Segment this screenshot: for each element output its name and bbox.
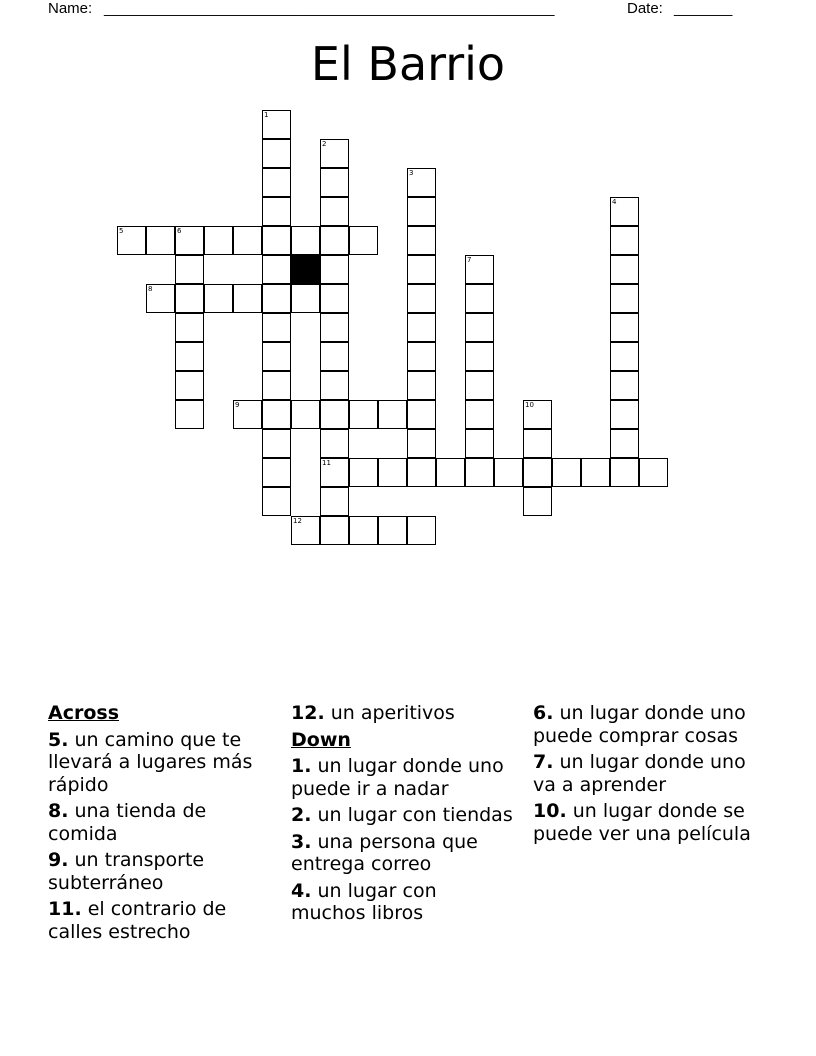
grid-cell[interactable] xyxy=(204,284,233,313)
grid-cell[interactable] xyxy=(175,284,204,313)
clue-down-1 xyxy=(291,755,516,800)
grid-cell[interactable] xyxy=(262,168,291,197)
grid-cell[interactable] xyxy=(494,458,523,487)
cell-number: 10 xyxy=(525,401,534,409)
grid-cell[interactable] xyxy=(465,342,494,371)
clue-number: 10. xyxy=(533,800,567,822)
grid-cell[interactable] xyxy=(407,516,436,545)
grid-cell[interactable] xyxy=(407,168,436,197)
cell-number: 5 xyxy=(119,227,124,235)
grid-cell[interactable] xyxy=(378,400,407,429)
grid-cell[interactable] xyxy=(262,342,291,371)
grid-cell[interactable] xyxy=(407,458,436,487)
grid-cell[interactable] xyxy=(262,458,291,487)
grid-cell[interactable] xyxy=(262,284,291,313)
clue-text: un lugar con muchos libros xyxy=(291,879,437,924)
grid-cell[interactable] xyxy=(146,284,175,313)
grid-cell[interactable] xyxy=(175,371,204,400)
grid-cell[interactable] xyxy=(523,400,552,429)
cell-number: 11 xyxy=(322,459,331,467)
grid-cell[interactable] xyxy=(610,400,639,429)
date-label: Date: xyxy=(627,0,663,17)
grid-cell[interactable] xyxy=(320,400,349,429)
cell-number: 6 xyxy=(177,227,182,235)
clue-number: 4. xyxy=(291,879,312,902)
clues-column-2 xyxy=(291,702,516,929)
black-square xyxy=(291,255,320,284)
cell-number: 2 xyxy=(322,140,327,148)
grid-cell[interactable] xyxy=(320,516,349,545)
grid-cell[interactable] xyxy=(320,139,349,168)
clue-number: 6. xyxy=(533,702,554,724)
grid-cell[interactable] xyxy=(552,458,581,487)
clues-column-1 xyxy=(48,702,273,947)
grid-cell[interactable] xyxy=(378,516,407,545)
grid-cell[interactable] xyxy=(407,342,436,371)
grid-cell[interactable] xyxy=(523,429,552,458)
clue-text: un aperitivos xyxy=(330,702,455,724)
grid-cell[interactable] xyxy=(233,400,262,429)
grid-cell[interactable] xyxy=(407,255,436,284)
grid-cell[interactable] xyxy=(465,255,494,284)
grid-cell[interactable] xyxy=(639,458,668,487)
grid-cell[interactable] xyxy=(291,516,320,545)
grid-cell[interactable] xyxy=(349,458,378,487)
clue-number: 12. xyxy=(291,702,325,724)
grid-cell[interactable] xyxy=(320,284,349,313)
down-heading: Down xyxy=(291,728,351,751)
clue-number: 8. xyxy=(48,800,69,822)
grid-cell[interactable] xyxy=(610,429,639,458)
grid-cell[interactable] xyxy=(523,487,552,516)
grid-cell[interactable] xyxy=(175,342,204,371)
grid-cell[interactable] xyxy=(320,429,349,458)
clue-down-10 xyxy=(533,800,758,845)
grid-cell[interactable] xyxy=(291,226,320,255)
grid-cell[interactable] xyxy=(175,313,204,342)
clue-text: un lugar donde se puede ver una película xyxy=(533,800,751,845)
grid-cell[interactable] xyxy=(407,284,436,313)
clues-column-3 xyxy=(533,702,758,849)
grid-cell[interactable] xyxy=(320,255,349,284)
clue-text: el contrario de calles estrecho xyxy=(48,898,227,943)
grid-cell[interactable] xyxy=(204,226,233,255)
grid-cell[interactable] xyxy=(523,458,552,487)
grid-cell[interactable] xyxy=(349,226,378,255)
name-field[interactable]: ______________________________________________________ xyxy=(104,0,555,17)
grid-cell[interactable] xyxy=(320,458,349,487)
clue-number: 7. xyxy=(533,751,554,773)
grid-cell[interactable] xyxy=(262,371,291,400)
cell-number: 8 xyxy=(148,285,153,293)
grid-cell[interactable] xyxy=(262,197,291,226)
grid-cell[interactable] xyxy=(146,226,175,255)
cell-number: 12 xyxy=(293,517,302,525)
grid-cell[interactable] xyxy=(407,226,436,255)
grid-cell[interactable] xyxy=(465,458,494,487)
grid-cell[interactable] xyxy=(320,313,349,342)
grid-cell[interactable] xyxy=(407,400,436,429)
clue-down-4 xyxy=(291,880,516,925)
grid-cell[interactable] xyxy=(262,139,291,168)
grid-cell[interactable] xyxy=(262,400,291,429)
grid-cell[interactable] xyxy=(407,313,436,342)
cell-number: 7 xyxy=(467,256,472,264)
grid-cell[interactable] xyxy=(175,255,204,284)
grid-cell[interactable] xyxy=(610,458,639,487)
grid-cell[interactable] xyxy=(262,313,291,342)
clue-down-7 xyxy=(533,751,758,796)
grid-cell[interactable] xyxy=(465,429,494,458)
grid-cell[interactable] xyxy=(320,342,349,371)
grid-cell[interactable] xyxy=(320,487,349,516)
grid-cell[interactable] xyxy=(175,400,204,429)
grid-cell[interactable] xyxy=(610,284,639,313)
date-field[interactable]: _______ xyxy=(674,0,733,17)
grid-cell[interactable] xyxy=(407,429,436,458)
grid-cell[interactable] xyxy=(465,313,494,342)
grid-cell[interactable] xyxy=(610,371,639,400)
clue-across-11 xyxy=(48,898,273,943)
clue-number: 9. xyxy=(48,849,69,871)
clue-across-9 xyxy=(48,849,273,894)
grid-cell[interactable] xyxy=(610,313,639,342)
cell-number: 3 xyxy=(409,169,414,177)
clue-text: una persona que entrega correo xyxy=(291,830,478,875)
grid-cell[interactable] xyxy=(262,226,291,255)
clue-number: 3. xyxy=(291,830,312,853)
clue-across-12 xyxy=(291,702,516,725)
grid-cell[interactable] xyxy=(320,197,349,226)
clue-number: 11. xyxy=(48,898,82,920)
grid-cell[interactable] xyxy=(610,226,639,255)
grid-cell[interactable] xyxy=(233,226,262,255)
clue-down-2 xyxy=(291,804,516,827)
grid-cell[interactable] xyxy=(465,284,494,313)
grid-cell[interactable] xyxy=(117,226,146,255)
grid-cell[interactable] xyxy=(349,516,378,545)
grid-cell[interactable] xyxy=(581,458,610,487)
cell-number: 1 xyxy=(264,111,269,119)
clue-across-8 xyxy=(48,800,273,845)
grid-cell[interactable] xyxy=(320,168,349,197)
clue-text: un lugar donde uno va a aprender xyxy=(533,751,746,796)
grid-cell[interactable] xyxy=(291,284,320,313)
grid-cell[interactable] xyxy=(262,110,291,139)
grid-cell[interactable] xyxy=(610,342,639,371)
clue-text: un lugar con tiendas xyxy=(317,804,513,826)
grid-cell[interactable] xyxy=(262,255,291,284)
clue-number: 2. xyxy=(291,804,312,826)
puzzle-title: El Barrio xyxy=(310,37,506,91)
grid-cell[interactable] xyxy=(465,400,494,429)
grid-cell[interactable] xyxy=(175,226,204,255)
grid-cell[interactable] xyxy=(349,400,378,429)
grid-cell[interactable] xyxy=(407,197,436,226)
cell-number: 4 xyxy=(612,198,617,206)
grid-cell[interactable] xyxy=(436,458,465,487)
clue-text: un camino que te llevará a lugares más rápido xyxy=(48,728,253,796)
clue-number: 5. xyxy=(48,728,69,751)
grid-cell[interactable] xyxy=(378,458,407,487)
clue-number: 1. xyxy=(291,755,312,777)
clue-text: una tienda de comida xyxy=(48,800,207,845)
clue-text: un lugar donde uno puede comprar cosas xyxy=(533,702,746,747)
grid-cell[interactable] xyxy=(291,400,320,429)
grid-cell[interactable] xyxy=(233,284,262,313)
clue-text: un transporte subterráneo xyxy=(48,849,205,894)
name-label: Name: xyxy=(48,0,93,17)
grid-cell[interactable] xyxy=(610,255,639,284)
grid-cell[interactable] xyxy=(262,487,291,516)
clue-down-6 xyxy=(533,702,758,747)
grid-cell[interactable] xyxy=(320,226,349,255)
grid-cell[interactable] xyxy=(407,371,436,400)
cell-number: 9 xyxy=(235,401,240,409)
clue-down-3 xyxy=(291,831,516,876)
grid-cell[interactable] xyxy=(465,371,494,400)
across-heading: Across xyxy=(48,702,120,724)
grid-cell[interactable] xyxy=(320,371,349,400)
grid-cell[interactable] xyxy=(610,197,639,226)
grid-cell[interactable] xyxy=(262,429,291,458)
clue-text: un lugar donde uno puede ir a nadar xyxy=(291,755,504,800)
clue-across-5 xyxy=(48,729,273,797)
